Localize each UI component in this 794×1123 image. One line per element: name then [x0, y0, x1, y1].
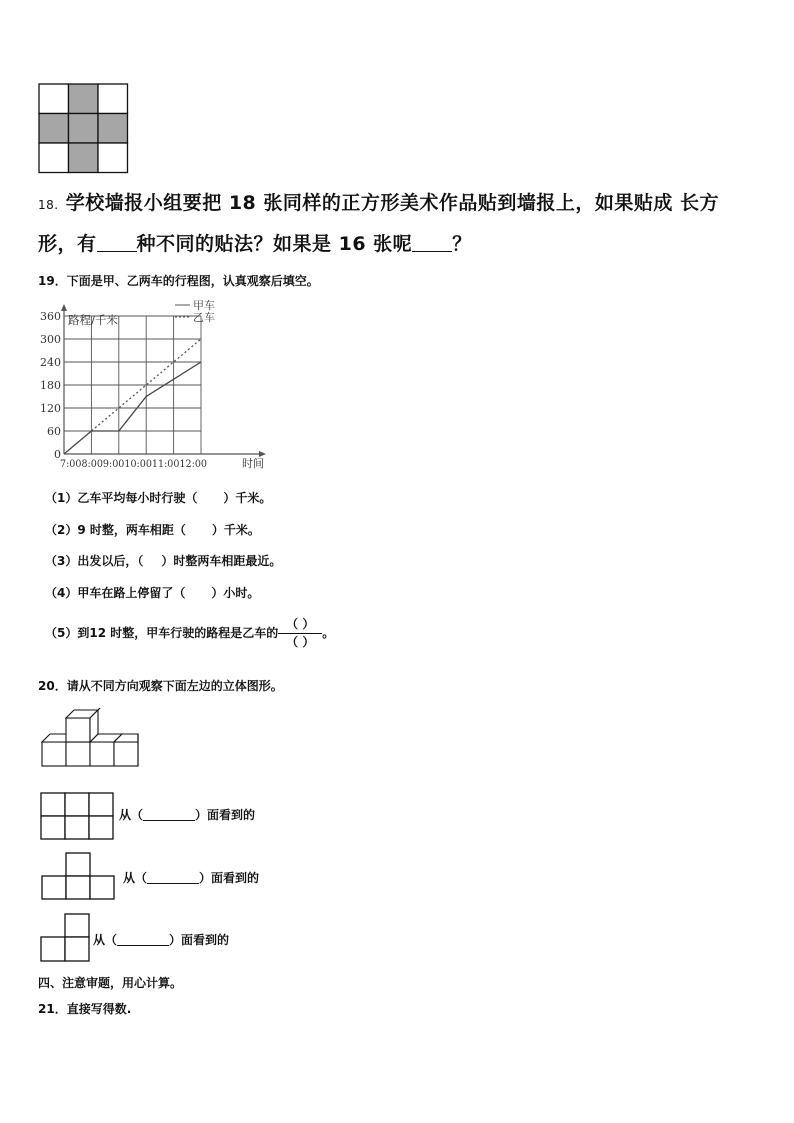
q19-sub4-a: （4）甲车在路上停留了（ [45, 586, 186, 600]
cube-front-4 [114, 742, 138, 766]
q18-blank-2[interactable] [412, 232, 452, 252]
fraction[interactable] [278, 617, 322, 650]
grid-cell [98, 114, 128, 144]
q19-sub3 [45, 552, 281, 569]
legend-label: 甲车 [193, 299, 215, 312]
view-3-blank[interactable] [117, 933, 169, 946]
y-tick-label: 300 [40, 333, 61, 346]
q21-prompt: 21．直接写得数. [38, 1002, 132, 1016]
view-figure-1 [40, 792, 116, 840]
y-tick-label: 180 [40, 379, 61, 392]
q19-sub2-a: （2）9 时整，两车相距（ [45, 523, 186, 537]
view-1-prefix: 从（ [119, 808, 144, 822]
y-tick-label: 240 [40, 356, 61, 369]
view-figure-3 [40, 913, 94, 963]
cube-upper-1 [66, 718, 90, 742]
grid-figure [38, 83, 130, 175]
q19-sub4 [45, 584, 259, 601]
grid-cell [69, 84, 99, 114]
q19-sub5 [45, 617, 334, 650]
fraction-bar [278, 633, 322, 634]
q19-sub2 [45, 521, 260, 538]
grid-cell [98, 143, 128, 173]
q18-line2 [38, 229, 472, 256]
x-tick-labels: 7:008:009:0010:0011:0012:00 [60, 458, 207, 470]
q18-text-line2b: 种不同的贴法？如果是 16 张呢 [136, 233, 413, 255]
cube-front-1 [42, 742, 66, 766]
q18-text-line2a: 形，有 [38, 233, 97, 255]
y-tick-label: 120 [40, 402, 61, 415]
grid-cell [39, 143, 69, 173]
q19-prompt: 19．下面是甲、乙两车的行程图，认真观察后填空。 [38, 274, 319, 288]
travel-chart [30, 298, 280, 476]
q19-sub3-a: （3）出发以后，（ [45, 554, 144, 568]
view-3-suffix: ）面看到的 [169, 933, 230, 947]
section-4-heading: 四、注意审题，用心计算。 [38, 976, 183, 990]
y-axis-arrow [61, 304, 67, 311]
view-caption-1 [119, 806, 255, 823]
grid-cell [98, 84, 128, 114]
view-1-blank[interactable] [143, 808, 195, 821]
legend-label: 乙车 [193, 311, 215, 324]
view-3-prefix: 从（ [93, 933, 118, 947]
view-2-blank[interactable] [147, 871, 199, 884]
view-caption-2 [123, 869, 259, 886]
q18-line1 [38, 188, 719, 215]
solid-figure [40, 708, 140, 768]
x-axis-label: 时间 [242, 457, 264, 470]
view-2-suffix: ）面看到的 [199, 871, 260, 885]
q19-sub4-b: ）小时。 [211, 586, 260, 600]
grid-cell [39, 84, 69, 114]
q18-blank-1[interactable] [97, 232, 137, 252]
q19-sub2-b: ）千米。 [211, 523, 260, 537]
view-caption-3 [93, 931, 229, 948]
q18-text-line2c: ？ [452, 233, 472, 255]
q20-prompt: 20．请从不同方向观察下面左边的立体图形。 [38, 679, 283, 693]
q19-sub1-a: （1）乙车平均每小时行驶（ [45, 491, 198, 505]
view-1-suffix: ）面看到的 [195, 808, 256, 822]
q19-sub1 [45, 489, 271, 506]
y-tick-label: 360 [40, 310, 61, 323]
q18-text-line1: 学校墙报小组要把 18 张同样的正方形美术作品贴到墙报上，如果贴成 长方 [65, 192, 720, 214]
q19-sub3-b: ）时整两车相距最近。 [161, 554, 282, 568]
q18-number: 18. [38, 198, 59, 212]
view-2-prefix: 从（ [123, 871, 148, 885]
q19-sub1-b: ）千米。 [223, 491, 272, 505]
cube-front-2 [66, 742, 90, 766]
view-figure-2 [40, 852, 120, 900]
cube-front-3 [90, 742, 114, 766]
grid-cell [69, 114, 99, 144]
q19-sub5-end: 。 [322, 626, 335, 640]
q19-sub5-a: （5）到12 时整，甲车行驶的路程是乙车的 [45, 626, 279, 640]
y-axis-label: 路程/千米 [68, 313, 118, 327]
y-tick-label: 60 [47, 425, 61, 438]
fraction-denominator: （ ） [286, 635, 315, 649]
fraction-numerator: （ ） [286, 617, 315, 631]
grid-cell [69, 143, 99, 173]
grid-cell [39, 114, 69, 144]
y-tick-label: 0 [54, 448, 61, 461]
